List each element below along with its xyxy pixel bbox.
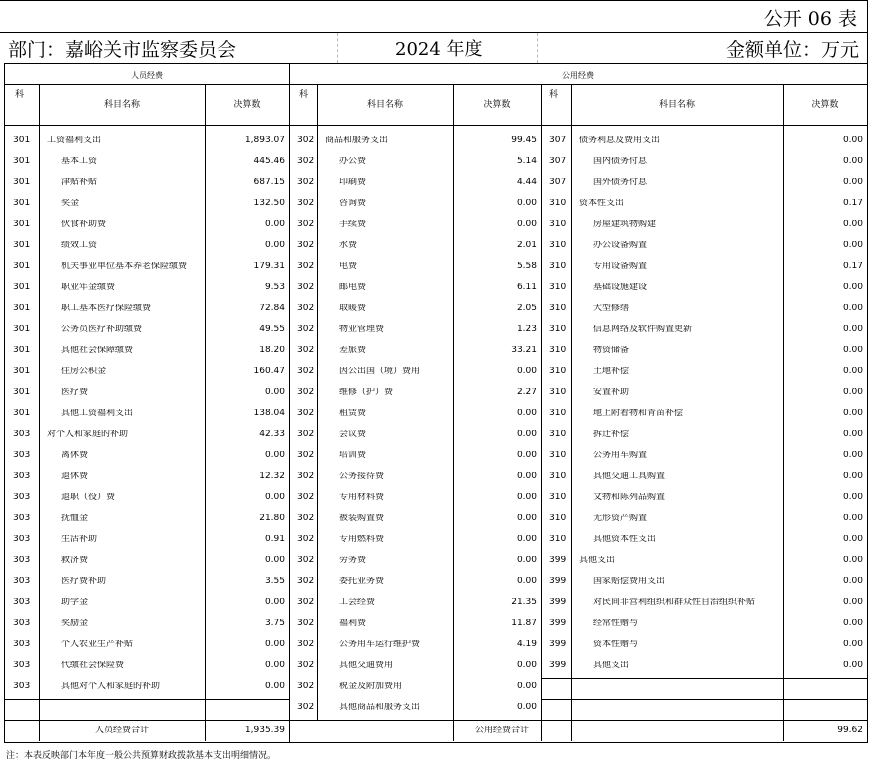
row-item-name: 培训费 — [339, 451, 367, 460]
row-amount: 0.00 — [516, 703, 537, 712]
row-item-name: 物业管理费 — [339, 325, 385, 334]
row-item-name: 房屋建筑物购建 — [593, 220, 657, 229]
row-item-name: 个人农业生产补贴 — [61, 640, 134, 649]
row-item-name: 无形资产购置 — [593, 514, 648, 523]
expenditure-table — [4, 63, 868, 743]
table-row — [5, 482, 867, 503]
row-code: 301 — [13, 199, 31, 208]
row-item-name: 办公设备购置 — [593, 241, 648, 250]
row-code: 310 — [549, 430, 567, 439]
row-amount: 0.00 — [842, 619, 863, 628]
row-item-name: 劳务费 — [339, 556, 367, 565]
row-amount: 445.46 — [253, 157, 285, 166]
row-item-name: 机关事业单位基本养老保险缴费 — [61, 262, 188, 271]
title-row — [0, 33, 868, 63]
row-amount: 9.53 — [264, 283, 285, 292]
row-item-name: 商品和服务支出 — [325, 136, 389, 145]
row-amount: 0.00 — [516, 682, 537, 691]
row-code: 302 — [297, 514, 315, 523]
row-code: 310 — [549, 199, 567, 208]
row-code: 302 — [297, 283, 315, 292]
row-item-name: 其他交通费用 — [339, 661, 394, 670]
table-row — [5, 251, 867, 272]
row-amount: 0.00 — [264, 241, 285, 250]
row-code: 302 — [297, 598, 315, 607]
row-code: 307 — [549, 157, 567, 166]
row-item-name: 国内债务付息 — [593, 157, 648, 166]
form-number: 公开 06 表 — [763, 8, 857, 30]
total-public-label: 公用经费合计 — [474, 726, 529, 735]
row-item-name: 奖金 — [61, 199, 80, 208]
row-item-name: 差旅费 — [339, 346, 367, 355]
row-item-name: 税金及附加费用 — [339, 682, 403, 691]
row-code: 399 — [549, 661, 567, 670]
department-label: 部门：嘉峪关市监察委员会 — [8, 39, 237, 61]
total-personnel-label: 人员经费合计 — [94, 726, 149, 735]
row-code: 302 — [297, 367, 315, 376]
row-item-name: 安置补助 — [593, 388, 630, 397]
row-amount: 99.45 — [511, 136, 537, 145]
row-item-name: 离休费 — [61, 451, 89, 460]
row-amount: 132.50 — [253, 199, 285, 208]
row-item-name: 资本性支出 — [579, 199, 625, 208]
row-item-name: 公务接待费 — [339, 472, 385, 481]
row-amount: 0.00 — [516, 409, 537, 418]
row-item-name: 资本性赠与 — [593, 640, 639, 649]
row-item-name: 专用材料费 — [339, 493, 385, 502]
row-item-name: 其他资本性支出 — [593, 535, 657, 544]
row-item-name: 生活补助 — [61, 535, 98, 544]
row-code: 302 — [297, 304, 315, 313]
row-item-name: 邮电费 — [339, 283, 367, 292]
row-code: 303 — [13, 598, 31, 607]
row-item-name: 专用设备购置 — [593, 262, 648, 271]
row-code: 310 — [549, 220, 567, 229]
table-row — [5, 188, 867, 209]
row-amount: 72.84 — [259, 304, 285, 313]
row-code: 301 — [13, 136, 31, 145]
row-item-name: 土地补偿 — [593, 367, 630, 376]
row-code: 302 — [297, 157, 315, 166]
row-amount: 42.33 — [259, 430, 285, 439]
row-amount: 1,893.07 — [244, 136, 285, 145]
row-code: 302 — [297, 220, 315, 229]
row-item-name: 其他社会保障缴费 — [61, 346, 134, 355]
table-row — [5, 566, 867, 587]
row-item-name: 债务利息及费用支出 — [579, 136, 661, 145]
row-amount: 138.04 — [253, 409, 285, 418]
table-row — [5, 230, 867, 251]
row-item-name: 对民间非营利组织和群众性自治组织补贴 — [593, 598, 756, 607]
row-code: 310 — [549, 409, 567, 418]
table-row — [5, 440, 867, 461]
row-code: 301 — [13, 283, 31, 292]
row-amount: 0.00 — [516, 493, 537, 502]
row-amount: 12.32 — [259, 472, 285, 481]
row-amount: 3.55 — [264, 577, 285, 586]
row-item-name: 伙食补助费 — [61, 220, 107, 229]
row-code: 303 — [13, 640, 31, 649]
row-item-name: 其他支出 — [579, 556, 616, 565]
row-item-name: 福利费 — [339, 619, 367, 628]
row-code: 301 — [13, 367, 31, 376]
header-amount: 决算数 — [811, 100, 839, 110]
row-amount: 11.87 — [511, 619, 537, 628]
row-code: 302 — [297, 619, 315, 628]
header-code: 科 — [299, 90, 309, 100]
row-amount: 0.00 — [842, 304, 863, 313]
row-amount: 0.00 — [516, 472, 537, 481]
footnote: 注：本表反映部门本年度一般公共预算财政拨款基本支出明细情况。 — [6, 751, 277, 761]
row-amount: 160.47 — [253, 367, 285, 376]
table-row — [5, 461, 867, 482]
row-code: 302 — [297, 472, 315, 481]
row-amount: 4.19 — [516, 640, 537, 649]
row-amount: 0.00 — [842, 283, 863, 292]
row-amount: 3.75 — [264, 619, 285, 628]
header-code: 科 — [549, 90, 559, 100]
row-amount: 0.00 — [842, 241, 863, 250]
row-code: 399 — [549, 598, 567, 607]
row-amount: 5.58 — [516, 262, 537, 271]
row-amount: 0.00 — [842, 430, 863, 439]
row-item-name: 其他支出 — [593, 661, 630, 670]
row-item-name: 工资福利支出 — [47, 136, 102, 145]
row-amount: 0.00 — [842, 598, 863, 607]
table-row — [5, 167, 867, 188]
row-code: 303 — [13, 514, 31, 523]
row-code: 302 — [297, 262, 315, 271]
row-code: 310 — [549, 535, 567, 544]
row-item-name: 因公出国（境）费用 — [339, 367, 421, 376]
row-item-name: 会议费 — [339, 430, 367, 439]
row-amount: 0.00 — [842, 136, 863, 145]
row-amount: 0.00 — [264, 556, 285, 565]
row-amount: 0.00 — [264, 682, 285, 691]
row-code: 303 — [13, 451, 31, 460]
row-amount: 0.00 — [516, 220, 537, 229]
row-item-name: 奖励金 — [61, 619, 89, 628]
row-amount: 21.80 — [259, 514, 285, 523]
table-row — [5, 398, 867, 419]
row-code: 399 — [549, 556, 567, 565]
row-code: 302 — [297, 178, 315, 187]
row-amount: 0.00 — [264, 220, 285, 229]
row-item-name: 水费 — [339, 241, 358, 250]
form-number-bar — [0, 0, 868, 33]
row-item-name: 工会经费 — [339, 598, 376, 607]
row-item-name: 基础设施建设 — [593, 283, 648, 292]
row-code: 310 — [549, 262, 567, 271]
table-row — [5, 629, 867, 650]
table-row — [5, 545, 867, 566]
row-item-name: 住房公积金 — [61, 367, 107, 376]
row-amount: 0.00 — [842, 556, 863, 565]
row-item-name: 手续费 — [339, 220, 367, 229]
row-code: 310 — [549, 514, 567, 523]
row-amount: 1.23 — [516, 325, 537, 334]
row-amount: 0.00 — [842, 451, 863, 460]
row-code: 310 — [549, 283, 567, 292]
total-public-amount: 99.62 — [837, 726, 863, 735]
table-row — [5, 524, 867, 545]
table-row — [5, 356, 867, 377]
row-code: 303 — [13, 577, 31, 586]
row-item-name: 代缴社会保险费 — [61, 661, 125, 670]
row-amount: 4.44 — [516, 178, 537, 187]
row-item-name: 其他交通工具购置 — [593, 472, 666, 481]
row-amount: 0.00 — [842, 220, 863, 229]
row-code: 310 — [549, 493, 567, 502]
row-amount: 0.00 — [842, 493, 863, 502]
row-code: 399 — [549, 577, 567, 586]
row-item-name: 国外债务付息 — [593, 178, 648, 187]
row-item-name: 抚恤金 — [61, 514, 89, 523]
row-amount: 0.00 — [516, 577, 537, 586]
row-code: 303 — [13, 661, 31, 670]
row-amount: 179.31 — [253, 262, 285, 271]
row-code: 301 — [13, 220, 31, 229]
row-item-name: 电费 — [339, 262, 358, 271]
totals-row — [5, 720, 867, 741]
row-code: 301 — [13, 388, 31, 397]
row-amount: 0.00 — [842, 367, 863, 376]
row-code: 303 — [13, 493, 31, 502]
row-item-name: 助学金 — [61, 598, 89, 607]
table-row — [5, 272, 867, 293]
row-item-name: 其他商品和服务支出 — [339, 703, 421, 712]
row-item-name: 退职（役）费 — [61, 493, 116, 502]
row-item-name: 取暖费 — [339, 304, 367, 313]
row-amount: 6.11 — [516, 283, 537, 292]
fiscal-year: 2024 年度 — [395, 39, 483, 60]
row-code: 303 — [13, 472, 31, 481]
header-code: 科 — [15, 90, 25, 100]
table-row — [5, 650, 867, 671]
row-code: 301 — [13, 157, 31, 166]
row-item-name: 其他工资福利支出 — [61, 409, 134, 418]
header-amount: 决算数 — [233, 100, 261, 110]
header-name: 科目名称 — [658, 100, 695, 110]
row-code: 310 — [549, 304, 567, 313]
row-item-name: 物资储备 — [593, 346, 630, 355]
group-header-personnel: 人员经费 — [5, 64, 289, 85]
row-code: 302 — [297, 577, 315, 586]
title-divider — [337, 33, 338, 63]
row-item-name: 被装购置费 — [339, 514, 385, 523]
row-amount: 0.00 — [842, 640, 863, 649]
row-code: 301 — [13, 325, 31, 334]
table-row — [5, 293, 867, 314]
row-code: 399 — [549, 640, 567, 649]
row-amount: 0.00 — [264, 598, 285, 607]
row-code: 302 — [297, 661, 315, 670]
row-code: 302 — [297, 409, 315, 418]
row-amount: 0.00 — [842, 388, 863, 397]
row-item-name: 公务用车购置 — [593, 451, 648, 460]
row-amount: 2.01 — [516, 241, 537, 250]
row-item-name: 信息网络及软件购置更新 — [593, 325, 693, 334]
table-row — [5, 587, 867, 608]
row-amount: 33.21 — [511, 346, 537, 355]
row-amount: 0.00 — [516, 535, 537, 544]
row-code: 302 — [297, 556, 315, 565]
row-code: 302 — [297, 493, 315, 502]
row-code: 301 — [13, 346, 31, 355]
row-item-name: 津贴补贴 — [61, 178, 98, 187]
row-amount: 0.00 — [264, 640, 285, 649]
row-amount: 0.00 — [264, 661, 285, 670]
row-item-name: 其他对个人和家庭的补助 — [61, 682, 161, 691]
row-code: 310 — [549, 367, 567, 376]
table-row — [5, 671, 867, 692]
table-row — [5, 335, 867, 356]
row-code: 302 — [297, 430, 315, 439]
row-amount: 0.00 — [516, 451, 537, 460]
row-code: 301 — [13, 241, 31, 250]
row-amount: 0.00 — [264, 493, 285, 502]
row-code: 307 — [549, 136, 567, 145]
row-amount: 0.91 — [264, 535, 285, 544]
table-row — [5, 692, 867, 713]
row-item-name: 救济费 — [61, 556, 89, 565]
row-code: 302 — [297, 199, 315, 208]
row-item-name: 职工基本医疗保险缴费 — [61, 304, 152, 313]
total-personnel-amount: 1,935.39 — [244, 726, 285, 735]
row-code: 301 — [13, 178, 31, 187]
table-row — [5, 608, 867, 629]
row-amount: 2.05 — [516, 304, 537, 313]
row-code: 302 — [297, 682, 315, 691]
row-code: 301 — [13, 262, 31, 271]
row-item-name: 国家赔偿费用支出 — [593, 577, 666, 586]
row-item-name: 专用燃料费 — [339, 535, 385, 544]
row-amount: 0.00 — [516, 199, 537, 208]
row-code: 302 — [297, 325, 315, 334]
row-amount: 0.00 — [842, 472, 863, 481]
table-row — [5, 209, 867, 230]
row-item-name: 地上附着物和青苗补偿 — [593, 409, 684, 418]
row-code: 302 — [297, 451, 315, 460]
row-item-name: 退休费 — [61, 472, 89, 481]
row-amount: 0.00 — [842, 157, 863, 166]
row-item-name: 咨询费 — [339, 199, 367, 208]
row-code: 302 — [297, 241, 315, 250]
row-code: 301 — [13, 409, 31, 418]
row-amount: 0.00 — [264, 451, 285, 460]
row-amount: 0.00 — [842, 577, 863, 586]
row-code: 303 — [13, 556, 31, 565]
table-row — [5, 314, 867, 335]
row-amount: 0.00 — [516, 367, 537, 376]
row-amount: 0.00 — [842, 178, 863, 187]
table-row — [5, 419, 867, 440]
row-amount: 0.00 — [264, 388, 285, 397]
row-item-name: 公务员医疗补助缴费 — [61, 325, 143, 334]
table-row — [5, 377, 867, 398]
row-code: 307 — [549, 178, 567, 187]
row-amount: 18.20 — [259, 346, 285, 355]
row-amount: 0.00 — [842, 325, 863, 334]
table-row — [5, 146, 867, 167]
row-item-name: 办公费 — [339, 157, 367, 166]
row-item-name: 印刷费 — [339, 178, 367, 187]
row-item-name: 对个人和家庭的补助 — [47, 430, 129, 439]
row-code: 310 — [549, 472, 567, 481]
row-amount: 0.17 — [842, 199, 863, 208]
table-row — [5, 503, 867, 524]
row-code: 302 — [297, 388, 315, 397]
row-amount: 2.27 — [516, 388, 537, 397]
row-item-name: 拆迁补偿 — [593, 430, 630, 439]
row-amount: 0.00 — [516, 430, 537, 439]
row-item-name: 维修（护）费 — [339, 388, 394, 397]
row-amount: 5.14 — [516, 157, 537, 166]
row-amount: 0.00 — [842, 346, 863, 355]
row-amount: 0.00 — [516, 661, 537, 670]
row-code: 302 — [297, 136, 315, 145]
row-amount: 0.00 — [516, 514, 537, 523]
row-code: 303 — [13, 682, 31, 691]
row-amount: 0.00 — [842, 409, 863, 418]
row-code: 310 — [549, 451, 567, 460]
row-code: 310 — [549, 241, 567, 250]
row-item-name: 租赁费 — [339, 409, 367, 418]
row-code: 310 — [549, 325, 567, 334]
row-amount: 0.00 — [842, 661, 863, 670]
row-item-name: 公务用车运行维护费 — [339, 640, 421, 649]
row-code: 303 — [13, 430, 31, 439]
row-item-name: 职业年金缴费 — [61, 283, 116, 292]
header-name: 科目名称 — [103, 100, 140, 110]
group-header-public: 公用经费 — [289, 64, 867, 85]
row-item-name: 基本工资 — [61, 157, 98, 166]
row-code: 301 — [13, 304, 31, 313]
row-code: 302 — [297, 703, 315, 712]
amount-unit: 金额单位：万元 — [725, 39, 859, 61]
row-amount: 0.17 — [842, 262, 863, 271]
row-code: 310 — [549, 388, 567, 397]
header-name: 科目名称 — [366, 100, 403, 110]
row-code: 310 — [549, 346, 567, 355]
row-amount: 0.00 — [516, 556, 537, 565]
row-code: 302 — [297, 535, 315, 544]
title-divider — [537, 33, 538, 63]
row-code: 302 — [297, 346, 315, 355]
row-item-name: 医疗费 — [61, 388, 89, 397]
table-row — [5, 125, 867, 146]
row-amount: 21.35 — [511, 598, 537, 607]
row-item-name: 委托业务费 — [339, 577, 385, 586]
row-item-name: 大型修缮 — [593, 304, 630, 313]
row-code: 302 — [297, 640, 315, 649]
row-amount: 0.00 — [842, 514, 863, 523]
row-item-name: 文物和陈列品购置 — [593, 493, 666, 502]
row-code: 303 — [13, 535, 31, 544]
row-item-name: 经常性赠与 — [593, 619, 639, 628]
row-amount: 0.00 — [842, 535, 863, 544]
row-item-name: 医疗费补助 — [61, 577, 107, 586]
header-amount: 决算数 — [483, 100, 511, 110]
row-amount: 687.15 — [253, 178, 285, 187]
row-code: 399 — [549, 619, 567, 628]
row-code: 303 — [13, 619, 31, 628]
row-amount: 49.55 — [259, 325, 285, 334]
row-item-name: 绩效工资 — [61, 241, 98, 250]
